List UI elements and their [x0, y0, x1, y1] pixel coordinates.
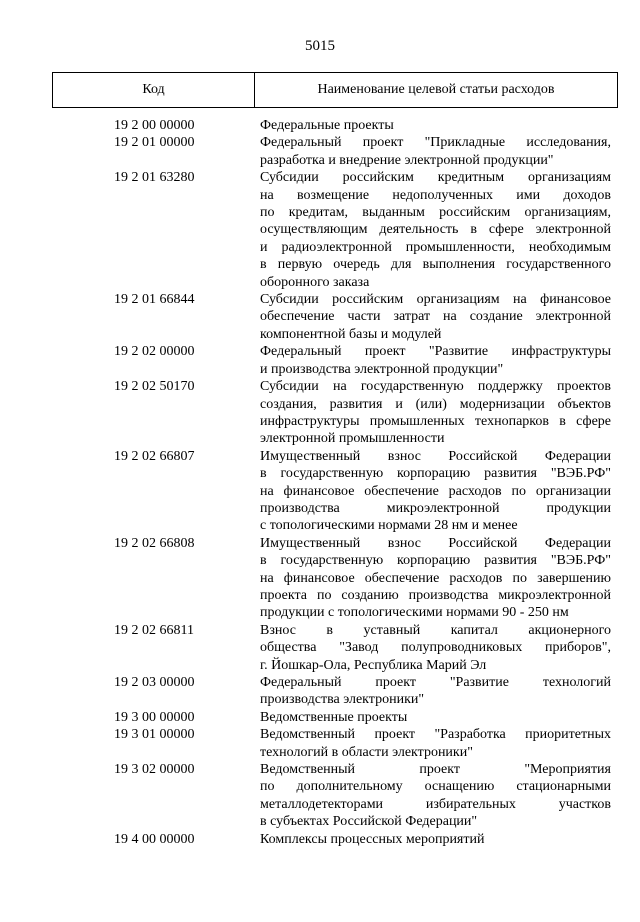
page-number: 5015: [305, 38, 335, 54]
row-code: 19 2 02 66808: [114, 535, 195, 551]
row-name-line: Ведомственные проекты: [260, 709, 408, 725]
table-row: [0, 831, 640, 848]
row-code: 19 2 01 66844: [114, 292, 195, 308]
table-row: [0, 134, 640, 169]
row-name: [260, 622, 611, 674]
table-row: [0, 117, 640, 134]
row-name: [260, 761, 611, 831]
row-name-line: Субсидии на государственную поддержку проектов: [260, 379, 611, 395]
row-name: [260, 535, 611, 622]
row-name-line: оборонного заказа: [260, 274, 370, 290]
row-code: 19 2 02 00000: [114, 344, 195, 360]
row-name-line: г. Йошкар-Ола, Республика Марий Эл: [260, 657, 487, 673]
column-header-code: Код: [53, 73, 255, 107]
row-code: 19 2 02 66811: [114, 622, 194, 638]
row-name-line: Ведомственный проект "Разработка приоритетных: [260, 727, 611, 743]
table-row: [0, 761, 640, 831]
row-name: [260, 117, 611, 134]
row-name-line: Имущественный взнос Российской Федерации: [260, 535, 611, 551]
table-row: [0, 169, 640, 291]
row-code: 19 3 01 00000: [114, 727, 195, 743]
row-name-line: на финансовое обеспечение расходов по завершению: [260, 570, 611, 586]
row-name-line: в первую очередь для выполнения государственного: [260, 257, 611, 273]
row-name: [260, 726, 611, 761]
row-name-line: на возмещение недополученных ими доходов: [260, 187, 611, 203]
row-name-line: обеспечение части затрат на создание электронной: [260, 309, 611, 325]
row-code: 19 2 02 66807: [114, 448, 195, 464]
row-name-line: разработка и внедрение электронной продукции": [260, 152, 554, 168]
row-name-line: Имущественный взнос Российской Федерации: [260, 448, 611, 464]
row-name-line: Субсидии российским организациям на финансовое: [260, 292, 611, 308]
row-name-line: продукции с топологическими нормами 90 - 250 нм: [260, 605, 569, 621]
row-name-line: Субсидии российским кредитным организациям: [260, 170, 611, 186]
row-name: [260, 378, 611, 448]
row-name-line: Федеральные проекты: [260, 118, 394, 133]
row-code: 19 2 01 63280: [114, 170, 195, 186]
budget-items-list: [0, 117, 640, 848]
row-name-line: Взнос в уставный капитал акционерного: [260, 622, 611, 638]
table-row: [0, 709, 640, 726]
table-row: [0, 535, 640, 622]
row-code: 19 2 00 00000: [114, 118, 195, 133]
row-name-line: Комплексы процессных мероприятий: [260, 831, 485, 847]
row-name-line: проекта по созданию производства микроэлектронной: [260, 587, 611, 603]
row-name-line: производства электроники": [260, 692, 425, 708]
row-name-line: общества "Завод полупроводниковых приборов",: [260, 640, 611, 656]
row-name-line: Федеральный проект "Прикладные исследования,: [260, 135, 611, 151]
row-name-line: и производства электронной продукции": [260, 361, 504, 377]
row-name-line: по дополнительному оснащению стационарными: [260, 779, 611, 795]
table-row: [0, 622, 640, 674]
row-name: [260, 291, 611, 343]
row-name: [260, 674, 611, 709]
row-name-line: создания, развития и (или) модернизации объектов: [260, 396, 611, 412]
row-name-line: в субъектах Российской Федерации": [260, 814, 478, 830]
row-code: 19 2 02 50170: [114, 379, 195, 395]
table-row: [0, 448, 640, 535]
row-name: [260, 343, 611, 378]
row-name-line: инфраструктуры промышленных технопарков в сфере: [260, 413, 611, 429]
table-row: [0, 378, 640, 448]
row-name-line: по кредитам, выданным российским организациям,: [260, 205, 611, 221]
row-name-line: с топологическими нормами 28 нм и менее: [260, 518, 518, 534]
column-header-name: Наименование целевой статьи расходов: [317, 82, 555, 97]
row-name-line: электронной промышленности: [260, 431, 445, 447]
row-name: [260, 134, 611, 169]
row-name-line: осуществляющим деятельность в сфере электронной: [260, 222, 611, 238]
table-row: [0, 343, 640, 378]
row-name: [260, 709, 611, 726]
row-code: 19 2 01 00000: [114, 135, 195, 151]
row-name-line: Ведомственный проект "Мероприятия: [260, 762, 611, 778]
row-name-line: и радиоэлектронной промышленности, необходимым: [260, 239, 611, 255]
table-header: [52, 72, 618, 108]
row-name-line: Федеральный проект "Развитие технологий: [260, 675, 611, 690]
row-name: [260, 169, 611, 291]
row-name-line: на финансовое обеспечение расходов по организации: [260, 483, 611, 499]
row-name-line: в государственную корпорацию развития "ВЭБ.РФ": [260, 553, 611, 569]
row-code: 19 4 00 00000: [114, 831, 195, 847]
row-name-line: производства микроэлектронной продукции: [260, 500, 611, 516]
row-code: 19 2 03 00000: [114, 675, 195, 690]
row-name: [260, 831, 611, 848]
row-code: 19 3 02 00000: [114, 762, 195, 778]
row-name-line: технологий в области электроники": [260, 744, 473, 760]
row-name-line: металлодетекторами избирательных участков: [260, 796, 611, 812]
row-name-line: компонентной базы и модулей: [260, 326, 442, 342]
table-row: [0, 291, 640, 343]
table-row: [0, 726, 640, 761]
row-name-line: в государственную корпорацию развития "ВЭБ.РФ": [260, 466, 611, 482]
row-name: [260, 448, 611, 535]
table-row: [0, 674, 640, 709]
row-code: 19 3 00 00000: [114, 709, 195, 725]
row-name-line: Федеральный проект "Развитие инфраструктуры: [260, 344, 611, 360]
